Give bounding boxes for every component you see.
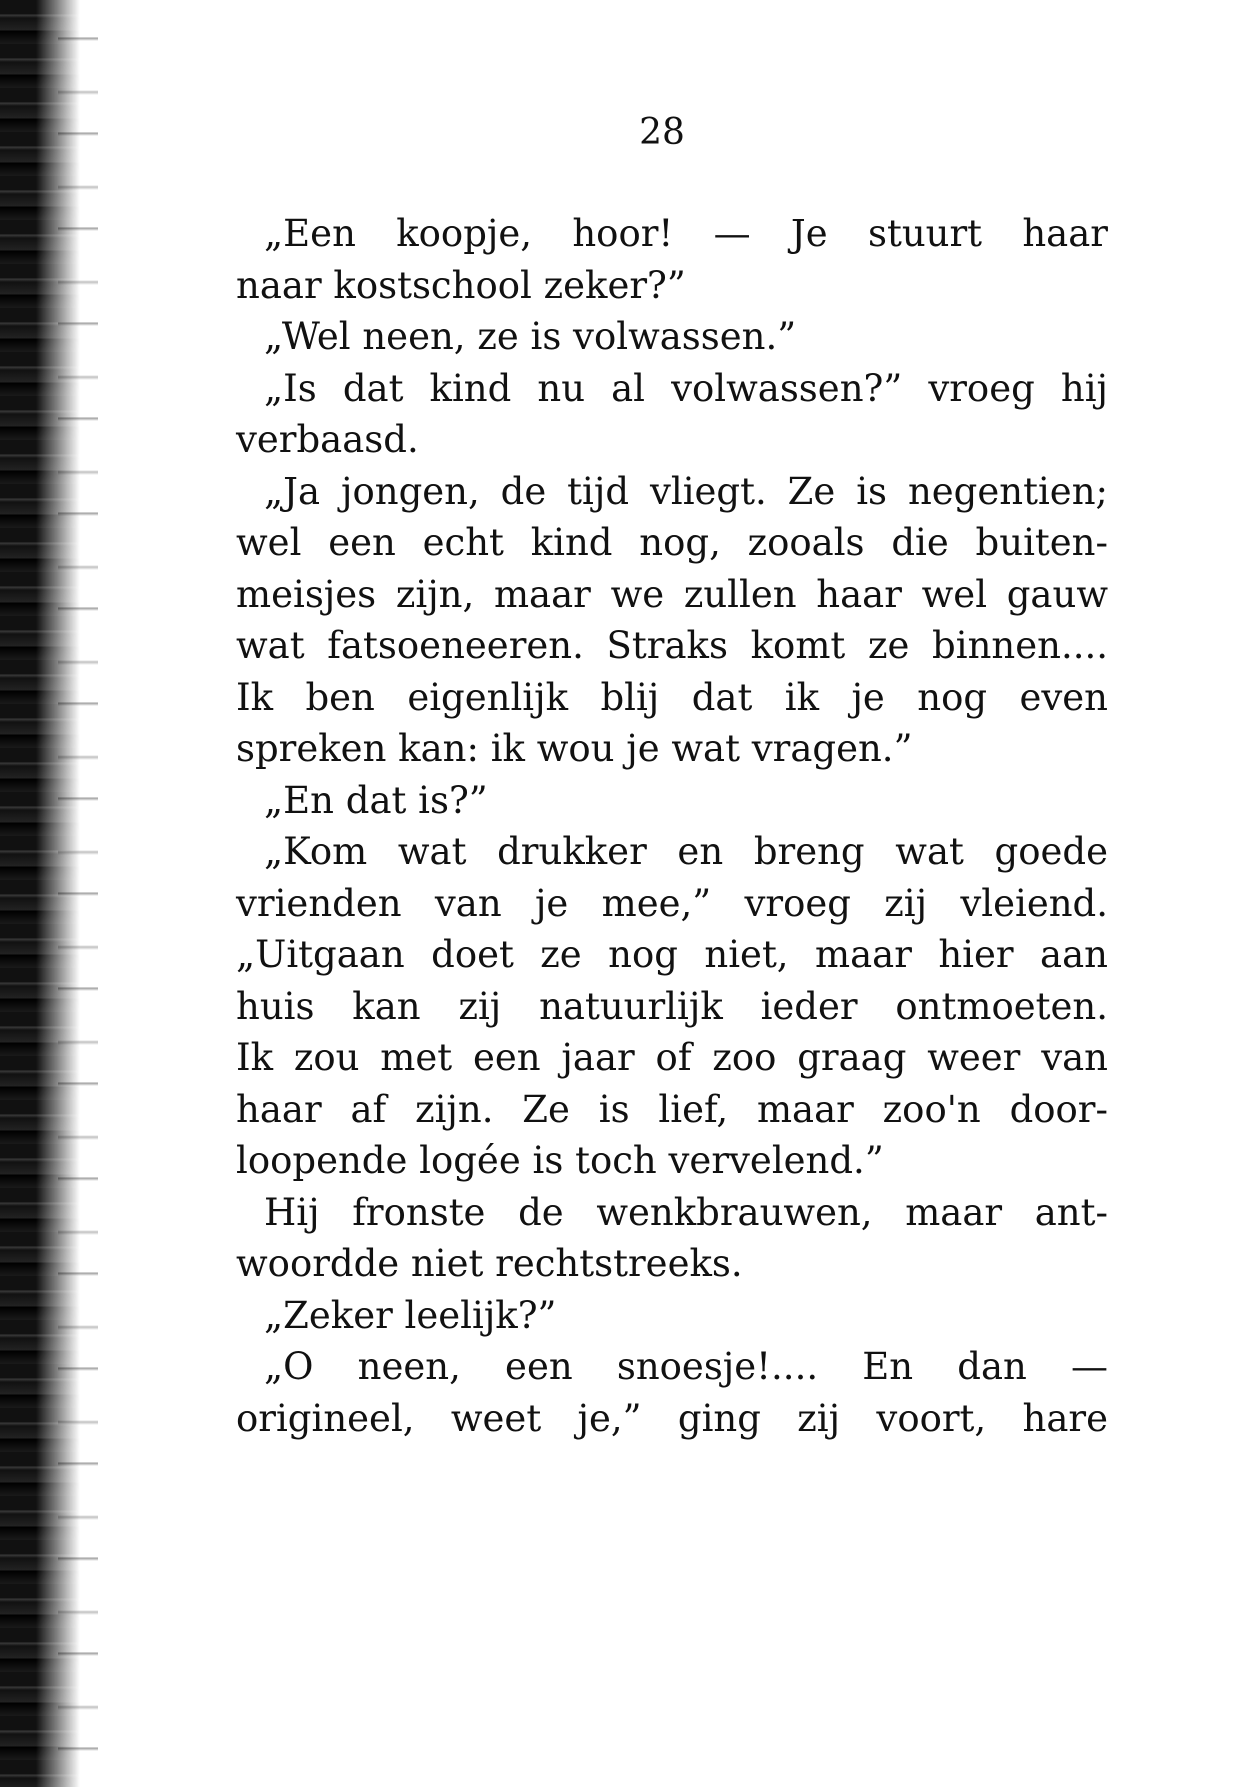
text-line: wat fatsoeneeren. Straks komt ze binnen.... [236, 624, 1108, 667]
text-line: huis kan zij natuurlijk ieder ontmoeten. [236, 984, 1108, 1028]
text-line: „Wel neen, ze is volwassen.” [264, 315, 797, 358]
text-line: Ik ben eigenlijk blij dat ik je nog even [236, 675, 1108, 719]
text-line: „Is dat kind nu al volwassen?” vroeg hij [264, 366, 1108, 410]
text-line: naar kostschool zeker?” [236, 263, 686, 307]
text-line: „Een koopje, hoor! — Je stuurt haar [264, 212, 1108, 255]
text-line: spreken kan: ik wou je wat vragen.” [236, 727, 913, 770]
text-line: loopende logée is toch vervelend.” [236, 1139, 884, 1182]
text-line: „Ja jongen, de tijd vliegt. Ze is negentien; [264, 469, 1108, 513]
text-line: vrienden van je mee,” vroeg zij vleiend. [236, 881, 1108, 925]
page-number: 28 [639, 112, 685, 153]
text-line: „Kom wat drukker en breng wat goede [264, 830, 1108, 873]
text-line: verbaasd. [236, 418, 419, 461]
text-line: „Zeker leelijk?” [264, 1293, 557, 1337]
text-line: meisjes zijn, maar we zullen haar wel gauw [236, 572, 1108, 616]
body-text [236, 208, 1108, 1444]
text-line: wel een echt kind nog, zooals die buiten- [236, 521, 1108, 564]
text-line: haar af zijn. Ze is lief, maar zoo'n door- [236, 1087, 1108, 1131]
text-line: origineel, weet je,” ging zij voort, hare [236, 1396, 1108, 1440]
text-line: Hij fronste de wenkbrauwen, maar ant- [264, 1190, 1108, 1234]
text-line: woordde niet rechtstreeks. [236, 1242, 743, 1285]
text-line: Ik zou met een jaar of zoo graag weer van [236, 1036, 1108, 1079]
binding-speckle [58, 0, 98, 1787]
text-line: „Uitgaan doet ze nog niet, maar hier aan [236, 933, 1108, 976]
text-line: „O neen, een snoesje!.... En dan — [264, 1345, 1108, 1388]
text-line: „En dat is?” [264, 778, 488, 822]
